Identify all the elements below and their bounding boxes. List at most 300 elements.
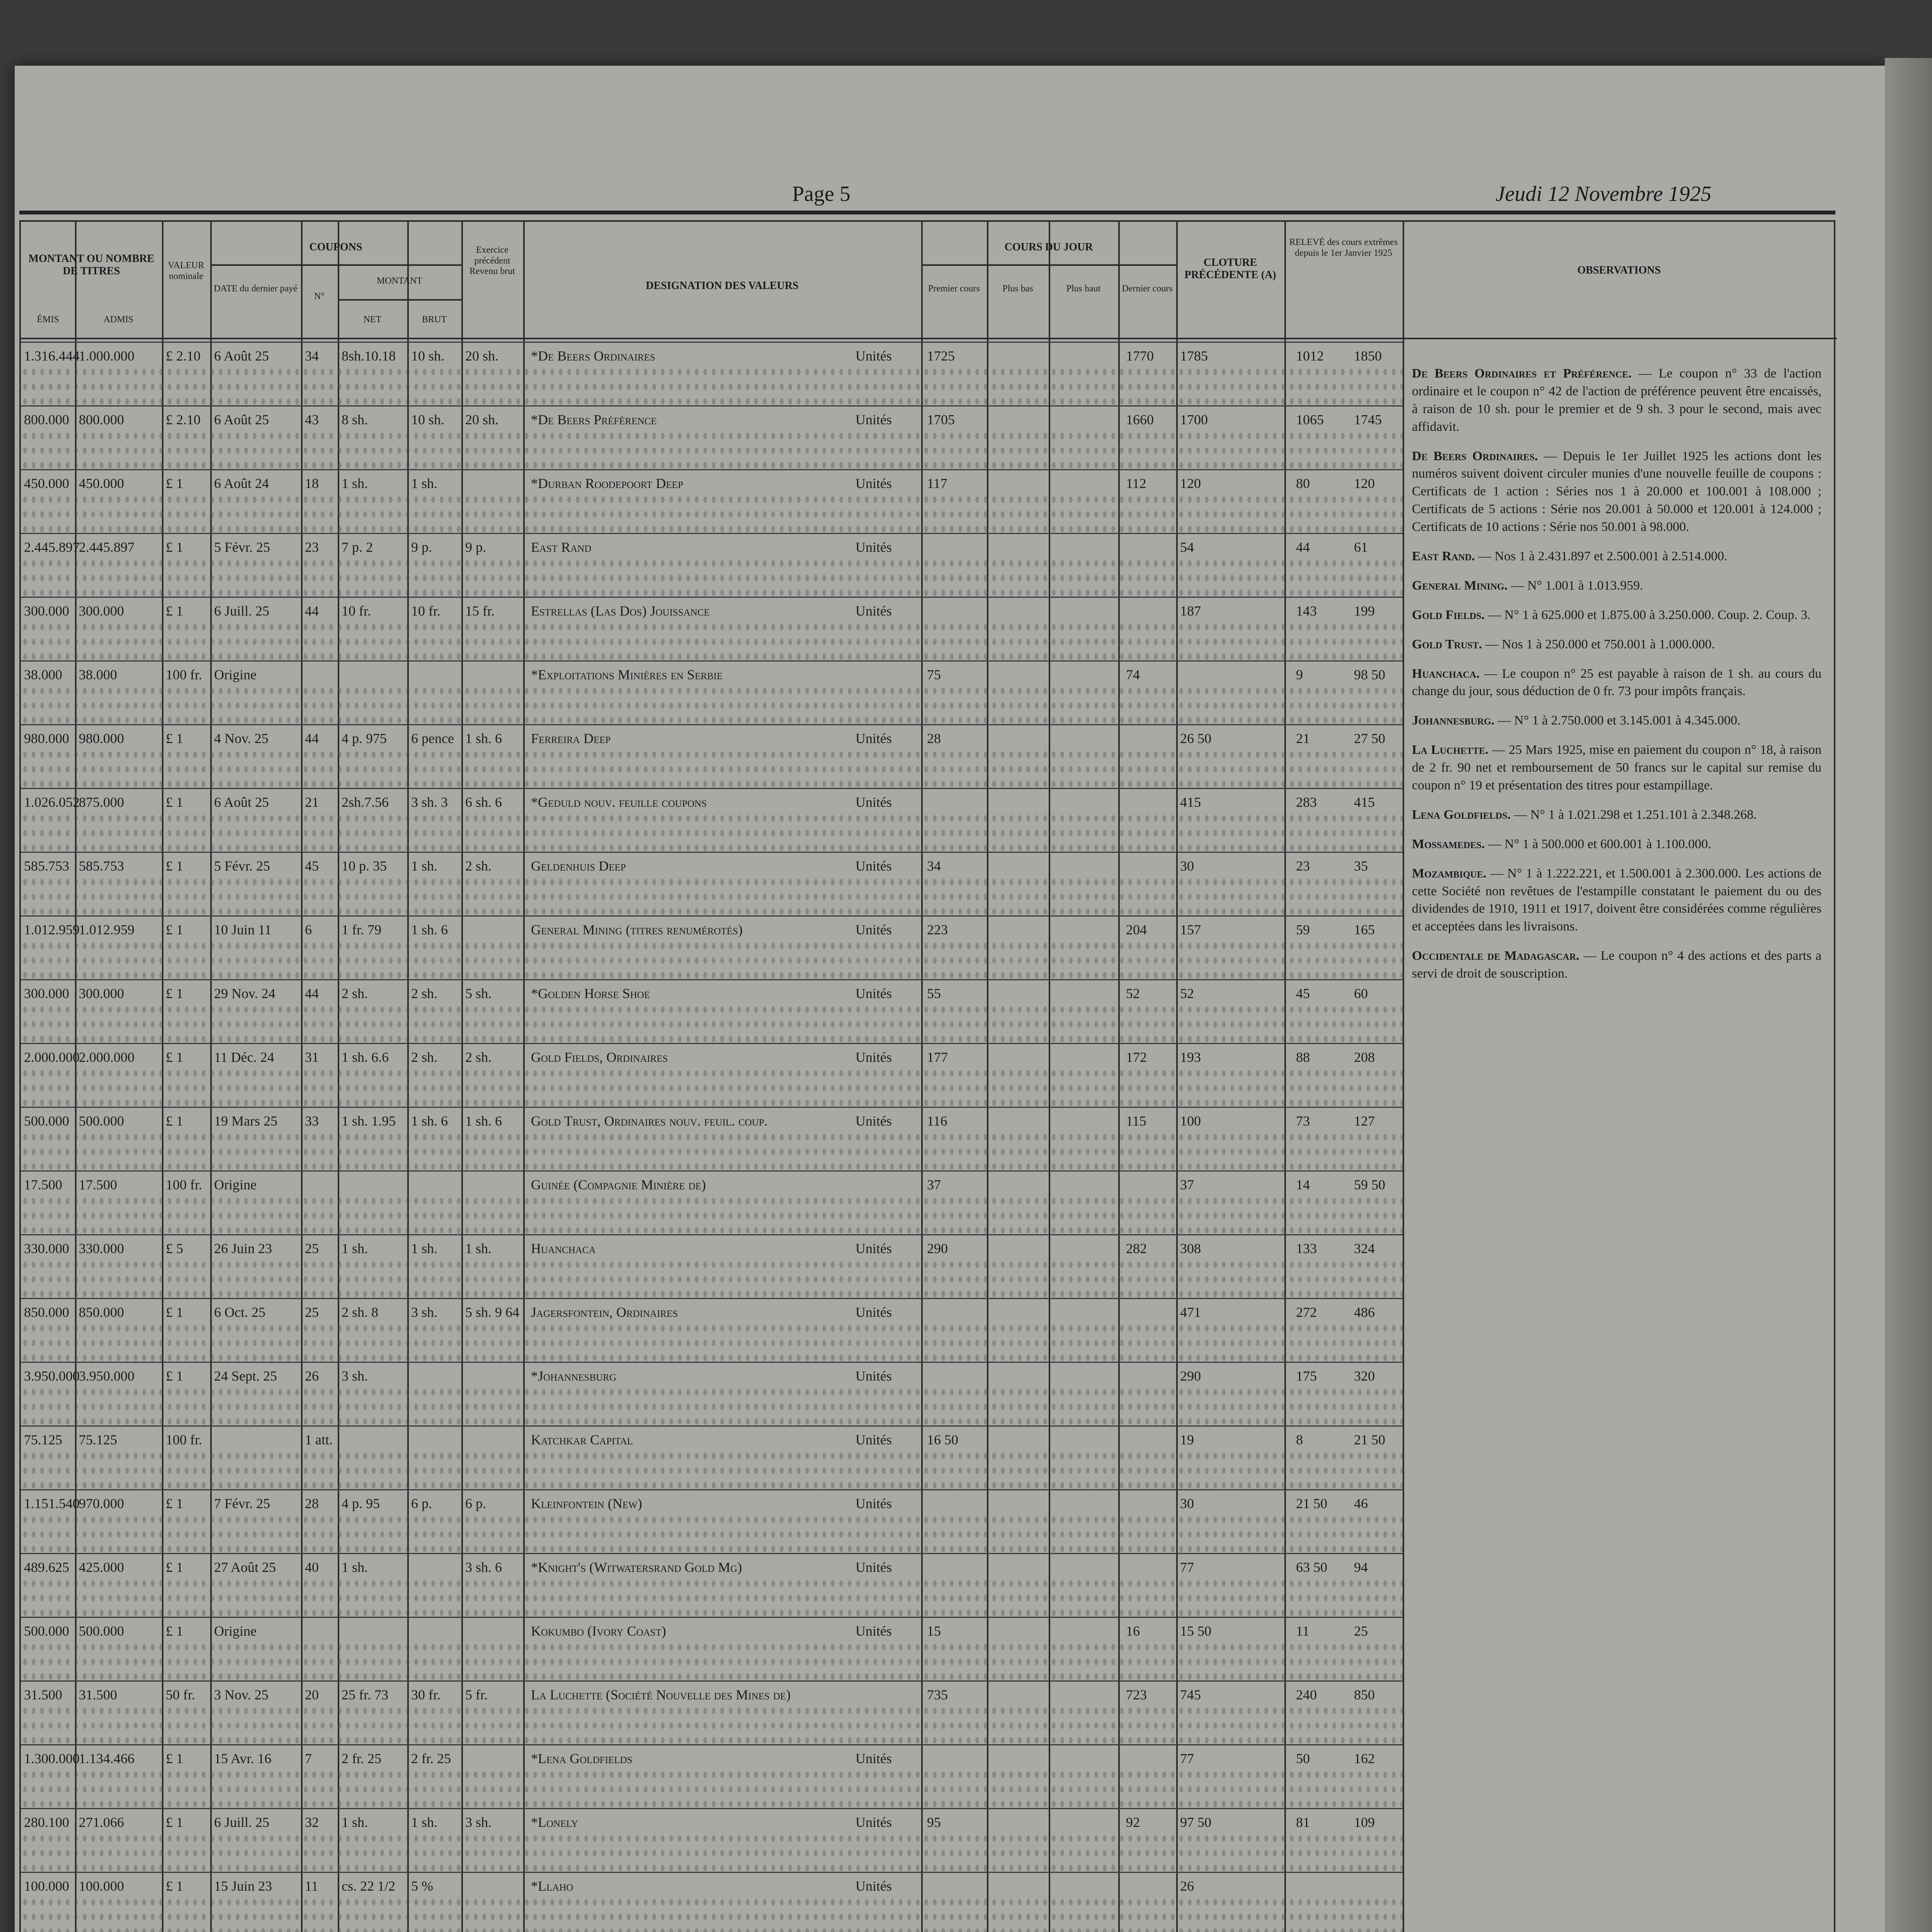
cell-valeur: 100 fr. (166, 1177, 202, 1192)
row-rule (21, 1489, 1403, 1490)
table-row (21, 852, 1403, 915)
cell-admis: 875.000 (79, 794, 124, 810)
cell-admis: 100.000 (79, 1878, 124, 1894)
cell-valeur: £ 1 (166, 1815, 183, 1830)
cell-brut: 10 sh. (411, 348, 445, 364)
observation-note (1412, 665, 1821, 701)
page-edge-stack (1885, 58, 1932, 1932)
leader-dots (21, 429, 1403, 475)
cell-rel1: 59 (1296, 922, 1310, 937)
observation-title: De Beers Ordinaires et Préférence. (1412, 366, 1632, 381)
cell-brut: 2 sh. (411, 1049, 438, 1065)
cell-net: 2sh.7.56 (342, 794, 389, 810)
page-number: Page 5 (792, 182, 850, 206)
cell-clot: 193 (1180, 1049, 1201, 1065)
cell-clot: 26 50 (1180, 731, 1211, 746)
col-numero: N° (314, 291, 325, 301)
leader-dots (21, 620, 1403, 666)
cell-valeur: £ 1 (166, 1368, 183, 1384)
observation-text: — Nos 1 à 250.000 et 750.001 à 1.000.000. (1485, 637, 1715, 651)
cell-rel1: 21 50 (1296, 1496, 1327, 1511)
cell-rev: 20 sh. (465, 412, 499, 427)
cell-unit: Unités (855, 1304, 892, 1320)
cell-name: La Luchette (Société Nouvelle des Mines de) (531, 1687, 791, 1702)
cell-emis: 800.000 (24, 412, 69, 427)
cell-name: Geldenhuis Deep (531, 858, 626, 874)
cell-dern: 16 (1126, 1623, 1140, 1639)
cell-date: 24 Sept. 25 (214, 1368, 277, 1384)
cell-date: 11 Déc. 24 (214, 1049, 274, 1065)
cell-prem: 735 (927, 1687, 948, 1702)
cell-name: Jagersfontein, Ordinaires (531, 1304, 678, 1320)
cell-dern: 723 (1126, 1687, 1147, 1702)
cell-unit: Unités (855, 858, 892, 874)
observation-title: Gold Fields. (1412, 607, 1485, 622)
cell-prem: 117 (927, 476, 947, 491)
observation-note (1412, 606, 1821, 624)
cell-net: 8 sh. (342, 412, 368, 427)
cell-name: Katchkar Capital (531, 1432, 633, 1447)
observations-column (1412, 365, 1821, 994)
leader-dots (21, 1002, 1403, 1049)
cell-name: *Lonely (531, 1815, 578, 1830)
observation-text: — Le coupon n° 25 est payable à raison de 1 sh. au cours du change du jour, sous déduction de 0 fr. 73 pour impôts français. (1412, 666, 1822, 699)
cell-prem: 1705 (927, 412, 955, 427)
col-coupons: COUPONS (309, 241, 362, 253)
cell-rel1: 45 (1296, 986, 1310, 1001)
cell-admis: 1.000.000 (79, 348, 134, 364)
row-rule (21, 788, 1403, 789)
cell-rev: 2 sh. (465, 1049, 492, 1065)
observation-note (1412, 865, 1821, 936)
cell-valeur: £ 1 (166, 603, 183, 619)
row-rule (21, 1234, 1403, 1235)
row-rule (21, 660, 1403, 662)
cell-dern: 172 (1126, 1049, 1147, 1065)
cell-name: Ferreira Deep (531, 731, 611, 746)
cell-date: 15 Avr. 16 (214, 1751, 272, 1766)
cell-no: 6 (305, 922, 312, 937)
cell-rev: 15 fr. (465, 603, 495, 619)
cell-prem: 177 (927, 1049, 948, 1065)
col-dernier: Dernier cours (1122, 284, 1173, 294)
cell-emis: 489.625 (24, 1560, 69, 1575)
coupons-rule (210, 264, 461, 266)
cell-no: 44 (305, 603, 319, 619)
row-rule (21, 342, 1403, 343)
cell-unit: Unités (855, 1496, 892, 1511)
cell-name: Estrellas (Las Dos) Jouissance (531, 603, 710, 619)
cell-name: Gold Trust, Ordinaires nouv. feuil. coup. (531, 1113, 768, 1129)
cell-no: 18 (305, 476, 319, 491)
cell-valeur: £ 2.10 (166, 348, 201, 364)
leader-dots (21, 492, 1403, 539)
cell-no: 28 (305, 1496, 319, 1511)
cell-no: 21 (305, 794, 319, 810)
table-row (21, 342, 1403, 405)
cell-no: 7 (305, 1751, 312, 1766)
table-row (21, 405, 1403, 469)
header-bottom-rule (21, 338, 1837, 339)
row-rule (21, 979, 1403, 980)
cell-date: 5 Févr. 25 (214, 539, 270, 555)
leader-dots (21, 1130, 1403, 1176)
cell-no: 40 (305, 1560, 319, 1575)
cell-clot: 1700 (1180, 412, 1208, 427)
cell-emis: 280.100 (24, 1815, 69, 1830)
cell-unit: Unités (855, 986, 892, 1001)
cell-valeur: £ 1 (166, 1496, 183, 1511)
observation-text: — Le coupon n° 33 de l'action ordinaire et le coupon n° 42 de l'action de préférence peuvent être encaissés, à raison de 10 sh. pour le premier et de 9 sh. 3 pour le second, mais avec affidavit. (1412, 366, 1821, 434)
observation-text: — Le coupon n° 4 des actions et des parts a servi de droit de souscription. (1412, 949, 1822, 981)
cell-unit: Unités (855, 1560, 892, 1575)
observation-note (1412, 712, 1821, 730)
cell-no: 26 (305, 1368, 319, 1384)
cell-brut: 1 sh. (411, 1815, 438, 1830)
cell-rel1: 240 (1296, 1687, 1317, 1702)
cell-rel2: 486 (1354, 1304, 1375, 1320)
cell-admis: 330.000 (79, 1241, 124, 1256)
row-rule (21, 1553, 1403, 1554)
table-row (21, 1234, 1403, 1298)
cell-rel1: 63 50 (1296, 1560, 1327, 1575)
cell-net: 2 sh. 8 (342, 1304, 379, 1320)
table-row (21, 1298, 1403, 1362)
cell-rel2: 415 (1354, 794, 1375, 810)
col-montant: MONTANT (376, 276, 423, 286)
cell-rel2: 208 (1354, 1049, 1375, 1065)
row-rule (21, 1617, 1403, 1618)
cell-name: Huanchaca (531, 1241, 596, 1256)
cell-unit: Unités (855, 1432, 892, 1447)
cell-unit: Unités (855, 1815, 892, 1830)
cell-brut: 3 sh. 3 (411, 794, 448, 810)
observation-note (1412, 806, 1821, 824)
cell-rel2: 21 50 (1354, 1432, 1385, 1447)
cell-admis: 500.000 (79, 1113, 124, 1129)
cell-admis: 800.000 (79, 412, 124, 427)
observation-text: — N° 1 à 2.750.000 et 3.145.001 à 4.345.000. (1498, 713, 1741, 728)
cell-date: 5 Févr. 25 (214, 858, 270, 874)
cell-valeur: £ 2.10 (166, 412, 201, 427)
cell-emis: 1.026.052 (24, 794, 80, 810)
cell-name: Guinée (Compagnie Minière de) (531, 1177, 706, 1192)
observation-note (1412, 548, 1821, 565)
table-row (21, 1872, 1403, 1932)
observation-text: — N° 1 à 1.222.221, et 1.500.001 à 2.300.000. Les actions de cette Société non revêtues de l'estampille constatant le paiement du ou des dividendes de 1910, 1911 et 1917, doivent être considérées comme régulières et acceptées dans les livraisons. (1412, 866, 1822, 934)
cell-date: Origine (214, 1623, 257, 1639)
cell-admis: 271.066 (79, 1815, 124, 1830)
observation-title: Johannesburg. (1412, 713, 1495, 728)
cell-name: *Geduld nouv. feuille coupons (531, 794, 707, 810)
cell-unit: Unités (855, 731, 892, 746)
leader-dots (21, 1640, 1403, 1686)
col-rule (1403, 222, 1404, 1932)
row-rule (21, 533, 1403, 534)
col-admis: ADMIS (103, 315, 134, 325)
cell-rel2: 850 (1354, 1687, 1375, 1702)
cell-rel1: 133 (1296, 1241, 1317, 1256)
observation-title: Occidentale de Madagascar. (1412, 949, 1580, 963)
cell-emis: 500.000 (24, 1623, 69, 1639)
cell-brut: 30 fr. (411, 1687, 440, 1702)
cell-valeur: £ 1 (166, 1113, 183, 1129)
cell-admis: 2.000.000 (79, 1049, 134, 1065)
cell-rev: 3 sh. (465, 1815, 492, 1830)
leader-dots (21, 1257, 1403, 1304)
cell-rel1: 11 (1296, 1623, 1310, 1639)
cell-rel1: 50 (1296, 1751, 1310, 1766)
cell-valeur: £ 1 (166, 1049, 183, 1065)
cell-rel1: 1065 (1296, 412, 1324, 427)
observation-text: — N° 1 à 625.000 et 1.875.00 à 3.250.000. Coup. 2. Coup. 3. (1488, 607, 1811, 622)
leader-dots (21, 1831, 1403, 1878)
cell-emis: 585.753 (24, 858, 69, 874)
cell-dern: 74 (1126, 667, 1140, 682)
cell-date: Origine (214, 667, 257, 682)
cell-rel2: 1850 (1354, 348, 1382, 364)
cell-name: *Durban Roodepoort Deep (531, 476, 683, 491)
cell-admis: 38.000 (79, 667, 117, 682)
cell-rel2: 59 50 (1354, 1177, 1385, 1192)
cell-net: 10 fr. (342, 603, 371, 619)
cell-rel1: 88 (1296, 1049, 1310, 1065)
cell-name: Kokumbo (Ivory Coast) (531, 1623, 666, 1639)
cell-rev: 3 sh. 6 (465, 1560, 502, 1575)
cell-unit: Unités (855, 922, 892, 937)
cell-valeur: £ 5 (166, 1241, 183, 1256)
cell-rev: 1 sh. (465, 1241, 492, 1256)
cell-date: 15 Juin 23 (214, 1878, 272, 1894)
montant-rule (338, 299, 461, 301)
cell-clot: 1785 (1180, 348, 1208, 364)
cell-date: 10 Juin 11 (214, 922, 272, 937)
table-row (21, 597, 1403, 660)
cell-brut: 6 p. (411, 1496, 432, 1511)
cell-valeur: 100 fr. (166, 667, 202, 682)
cell-date: 3 Nov. 25 (214, 1687, 269, 1702)
cell-admis: 1.134.466 (79, 1751, 134, 1766)
cell-emis: 300.000 (24, 986, 69, 1001)
cell-emis: 2.000.000 (24, 1049, 80, 1065)
cell-rel1: 143 (1296, 603, 1317, 619)
cell-date: 26 Juin 23 (214, 1241, 272, 1256)
cell-net: 1 sh. (342, 1241, 368, 1256)
cell-rel2: 127 (1354, 1113, 1375, 1129)
cell-emis: 38.000 (24, 667, 62, 682)
row-rule (21, 1043, 1403, 1044)
table-row (21, 1362, 1403, 1425)
cell-clot: 26 (1180, 1878, 1194, 1894)
cell-rel1: 272 (1296, 1304, 1317, 1320)
cell-prem: 95 (927, 1815, 941, 1830)
cell-rel2: 61 (1354, 539, 1368, 555)
cell-unit: Unités (855, 348, 892, 364)
cell-rel2: 1745 (1354, 412, 1382, 427)
cell-date: 6 Juill. 25 (214, 1815, 270, 1830)
row-rule (21, 1808, 1403, 1809)
cell-clot: 187 (1180, 603, 1201, 619)
cell-admis: 31.500 (79, 1687, 117, 1702)
cell-valeur: £ 1 (166, 1751, 183, 1766)
observation-title: Mossamedes. (1412, 837, 1485, 851)
cell-name: *De Beers Préférence (531, 412, 657, 427)
row-rule (21, 724, 1403, 725)
cell-net: 1 sh. (342, 1560, 368, 1575)
cell-rel1: 9 (1296, 667, 1303, 682)
cell-rel1: 21 (1296, 731, 1310, 746)
cell-clot: 37 (1180, 1177, 1194, 1192)
observation-title: La Luchette. (1412, 743, 1488, 757)
table-row (21, 724, 1403, 788)
observation-title: De Beers Ordinaires. (1412, 449, 1538, 463)
cell-rel2: 120 (1354, 476, 1375, 491)
cell-rel2: 35 (1354, 858, 1368, 874)
cell-admis: 75.125 (79, 1432, 117, 1447)
cell-valeur: £ 1 (166, 476, 183, 491)
cell-valeur: £ 1 (166, 1560, 183, 1575)
cell-rev: 1 sh. 6 (465, 1113, 502, 1129)
cell-rel2: 320 (1354, 1368, 1375, 1384)
cell-clot: 308 (1180, 1241, 1201, 1256)
cell-unit: Unités (855, 539, 892, 555)
cell-emis: 2.445.897 (24, 539, 80, 555)
col-emis: ÉMIS (37, 315, 59, 325)
cell-emis: 3.950.000 (24, 1368, 80, 1384)
cell-no: 45 (305, 858, 319, 874)
cell-rel1: 8 (1296, 1432, 1303, 1447)
cell-clot: 290 (1180, 1368, 1201, 1384)
cell-admis: 850.000 (79, 1304, 124, 1320)
cell-admis: 17.500 (79, 1177, 117, 1192)
table-row (21, 1553, 1403, 1617)
observation-note (1412, 947, 1821, 983)
leader-dots (21, 1512, 1403, 1559)
table-row (21, 1489, 1403, 1553)
cell-no: 20 (305, 1687, 319, 1702)
cell-admis: 300.000 (79, 603, 124, 619)
cell-rev: 5 sh. 9 64 (465, 1304, 520, 1320)
leader-dots (21, 556, 1403, 602)
leader-dots (21, 939, 1403, 985)
cell-name: *Golden Horse Shoe (531, 986, 650, 1001)
row-rule (21, 1425, 1403, 1427)
cell-rel1: 175 (1296, 1368, 1317, 1384)
cell-prem: 15 (927, 1623, 941, 1639)
cell-brut: 5 % (411, 1878, 433, 1894)
cell-net: 2 sh. (342, 986, 368, 1001)
col-releve: RELEVÉ des cours extrêmes depuis le 1er Janvier 1925 (1289, 237, 1398, 258)
col-net: NET (363, 315, 382, 325)
cell-net: 4 p. 975 (342, 731, 387, 746)
cell-emis: 100.000 (24, 1878, 69, 1894)
cell-rel2: 25 (1354, 1623, 1368, 1639)
cell-rel2: 199 (1354, 603, 1375, 619)
cell-name: East Rand (531, 539, 592, 555)
cell-rel2: 46 (1354, 1496, 1368, 1511)
col-montant-nombre: MONTANT OU NOMBRE DE TITRES (28, 253, 155, 277)
cell-no: 23 (305, 539, 319, 555)
table-row (21, 1617, 1403, 1680)
cell-valeur: £ 1 (166, 731, 183, 746)
cell-dern: 52 (1126, 986, 1140, 1001)
observation-title: Mozambique. (1412, 866, 1486, 881)
cell-no: 44 (305, 986, 319, 1001)
table-row (21, 1043, 1403, 1107)
cell-unit: Unités (855, 1751, 892, 1766)
cell-clot: 745 (1180, 1687, 1201, 1702)
cell-dern: 282 (1126, 1241, 1147, 1256)
observation-title: East Rand. (1412, 549, 1475, 564)
col-exercice: Exercice précédent Revenu brut (469, 245, 515, 277)
cell-valeur: £ 1 (166, 794, 183, 810)
leader-dots (21, 1321, 1403, 1367)
cell-net: cs. 22 1/2 (342, 1878, 395, 1894)
cell-brut: 2 sh. (411, 986, 438, 1001)
observation-note (1412, 835, 1821, 853)
cell-admis: 300.000 (79, 986, 124, 1001)
observation-text: — Nos 1 à 2.431.897 et 2.500.001 à 2.514.000. (1478, 549, 1728, 564)
cell-rel2: 324 (1354, 1241, 1375, 1256)
cell-name: *Llaho (531, 1878, 573, 1894)
cell-rel1: 81 (1296, 1815, 1310, 1830)
cell-valeur: £ 1 (166, 1304, 183, 1320)
cell-clot: 77 (1180, 1560, 1194, 1575)
cell-dern: 92 (1126, 1815, 1140, 1830)
cell-dern: 1770 (1126, 348, 1154, 364)
cell-date: 6 Août 25 (214, 794, 269, 810)
cell-prem: 223 (927, 922, 948, 937)
observation-text: — N° 1.001 à 1.013.959. (1511, 578, 1643, 593)
observation-title: Lena Goldfields. (1412, 807, 1511, 822)
cell-admis: 3.950.000 (79, 1368, 134, 1384)
cell-emis: 330.000 (24, 1241, 69, 1256)
cell-net: 10 p. 35 (342, 858, 387, 874)
stock-quotation-table (19, 220, 1835, 1932)
observation-text: — N° 1 à 500.000 et 600.001 à 1.100.000. (1488, 837, 1711, 851)
cell-net: 25 fr. 73 (342, 1687, 388, 1702)
table-row (21, 1425, 1403, 1489)
cell-date: 27 Août 25 (214, 1560, 276, 1575)
cell-brut: 10 sh. (411, 412, 445, 427)
cell-net: 2 fr. 25 (342, 1751, 381, 1766)
cell-name: Gold Fields, Ordinaires (531, 1049, 668, 1065)
cell-brut: 9 p. (411, 539, 432, 555)
cell-rel1: 44 (1296, 539, 1310, 555)
cell-emis: 300.000 (24, 603, 69, 619)
cell-no: 43 (305, 412, 319, 427)
cell-clot: 120 (1180, 476, 1201, 491)
cell-no: 25 (305, 1241, 319, 1256)
observation-text: — 25 Mars 1925, mise en paiement du coupon n° 18, à raison de 2 fr. 90 net et remboursement de 50 francs sur le capital sur remise du coupon n° 19 et présentation des titres pour estampillage. (1412, 743, 1821, 793)
cell-unit: Unités (855, 1049, 892, 1065)
cell-emis: 500.000 (24, 1113, 69, 1129)
cell-no: 33 (305, 1113, 319, 1129)
cell-clot: 52 (1180, 986, 1194, 1001)
cell-prem: 116 (927, 1113, 947, 1129)
leader-dots (21, 1194, 1403, 1240)
cell-clot: 19 (1180, 1432, 1194, 1447)
observation-title: General Mining. (1412, 578, 1508, 593)
cell-unit: Unités (855, 412, 892, 427)
leader-dots (21, 1385, 1403, 1431)
leader-dots (21, 684, 1403, 730)
cell-emis: 1.012.959 (24, 922, 80, 937)
leader-dots (21, 1767, 1403, 1814)
table-row (21, 1107, 1403, 1170)
table-row (21, 788, 1403, 852)
cell-brut: 10 fr. (411, 603, 440, 619)
